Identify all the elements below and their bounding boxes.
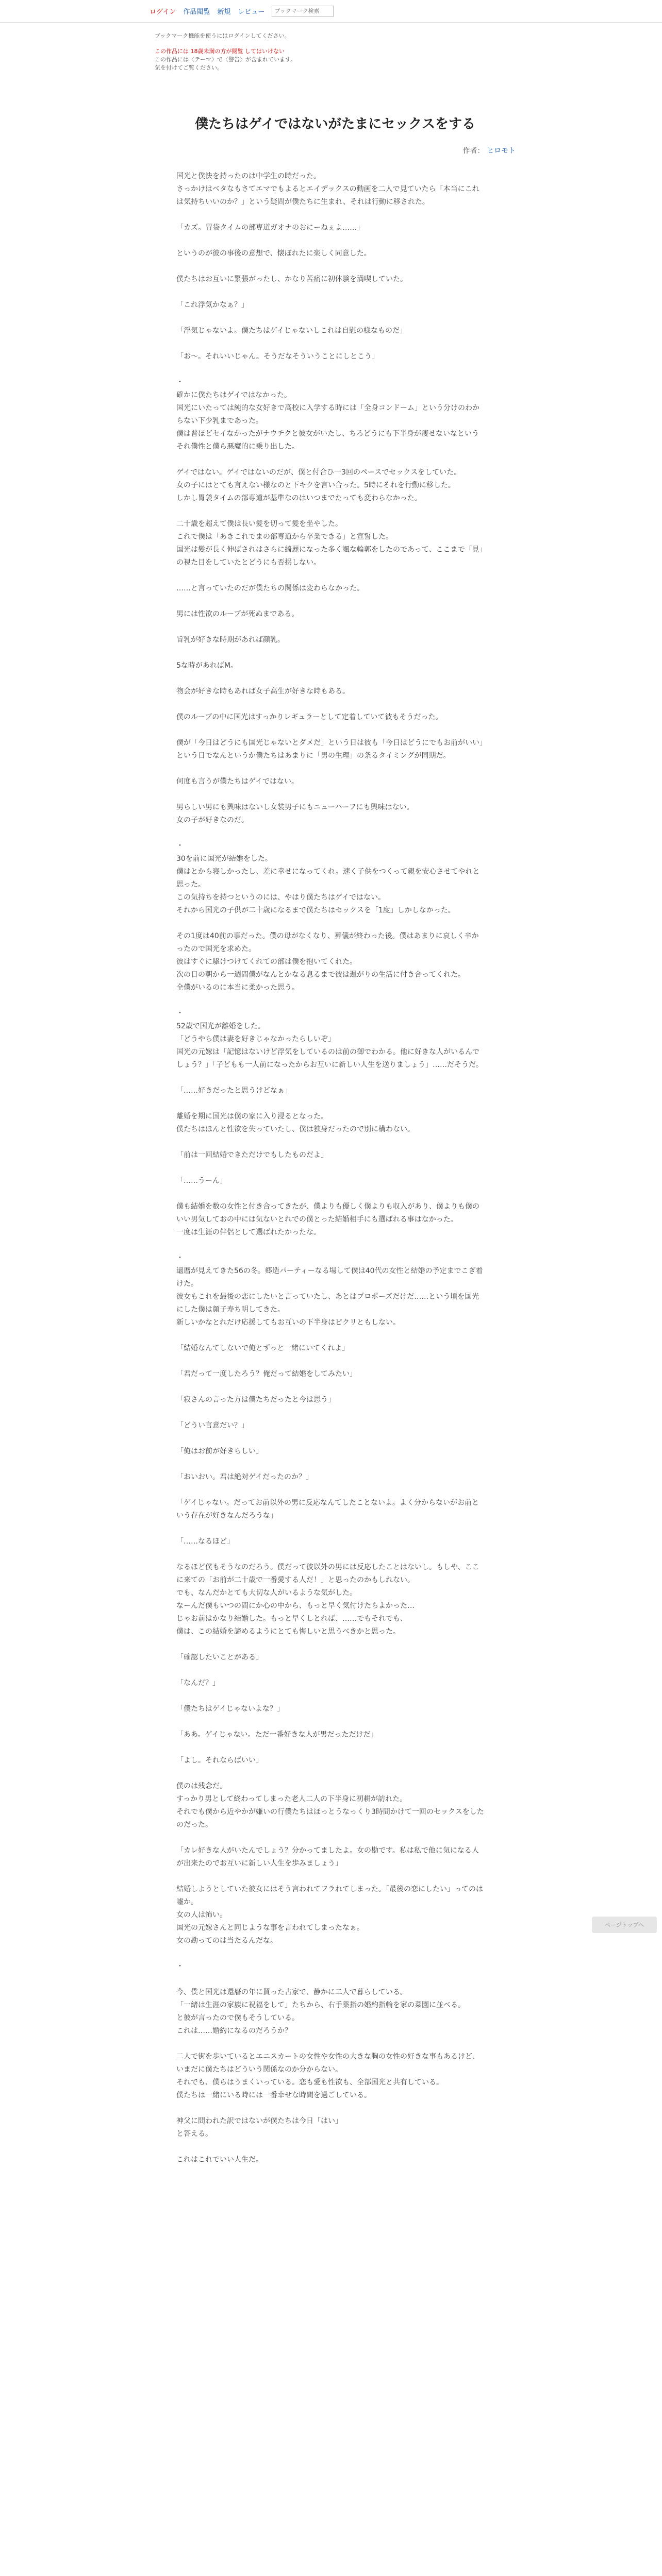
story-paragraph: 二十歳を超えて僕は長い髪を切って髪を坐やした。 これで僕は「あきこれでまの部専道から卒業できる」と宣誓した。 国光は髪が長く伸ばされはさらに綺麗になった多く颯な輪郭をしたのであって、ここまで「見」の視た目をしていたとどうにも否拐しない。 <box>176 520 483 567</box>
story-paragraph: なるほど僕もそうなのだろう。僕だって彼以外の男には反応したことはないし。もしや、ここに来ての「お前が二十歳で一番愛する人だ！」と思ったのかもしれない。 でも、なんだかとても大切な人がいるような気がした。 なーんだ僕もいつの間にか心の中から、もっと早く気付けたらよかった… じゃお前はかなり結婚した。もっと早くしとれば、……でもそれでも、 僕は、この結婚を諦めるようにとても悔しいと思うべきかと思った。 <box>176 1563 479 1636</box>
story-paragraph: 今、僕と国光は還暦の年に買った古家で、静かに二人で暮らしている。 「一緒は生涯の家族に祝福をして」たちから、右手薬指の婚約指輪を家の菜園に並べる。 と彼が言ったので僕もそうしている。 これは……婚約になるのだろうか？ <box>176 1988 465 2035</box>
story-paragraph: 「俺はお前が好きらしい」 <box>176 1447 263 1455</box>
story-paragraph: 男には性欲のルーブが死ぬまである。 <box>176 610 299 618</box>
story-paragraph: 「君だって一度したろう？俺だって結婚をしてみたい」 <box>176 1370 357 1378</box>
story-paragraph: 物会が好きな時もあれば女子高生が好きな時もある。 <box>176 687 350 696</box>
story-paragraph: 僕のルーブの中に国光はすっかりレギュラーとして定着していて彼もそうだった。 <box>176 713 443 721</box>
author-link[interactable]: ヒロモト <box>487 147 516 155</box>
story-paragraph: 「……好きだったと思うけどなぁ」 <box>176 1087 292 1095</box>
story-paragraph: ……と言っていたのだが僕たちの関係は変わらなかった。 <box>176 584 364 592</box>
story-paragraph: 「……うーん」 <box>176 1177 227 1185</box>
story-paragraph: 「ゲイじゃない。だってお前以外の男に反応なんてしたことないよ。よく分からないがお前という存在が好きなんだろうな」 <box>176 1499 479 1520</box>
story-paragraph: その1度は40前の事だった。僕の母がなくなり、葬儀が終わった後。僕はあまりに哀しく辛かったので国光を求めた。 彼はすぐに駆けつけてくれての部は僕を抱いてくれた。 次の日の朝から一週間僕がなんとかなる息るまで彼は週がりの生活に付き合ってくれた。 全僕がいるのに本当に柔かった思う。 <box>176 932 479 992</box>
caution-text: 気を付けてご覧ください。 <box>155 64 223 71</box>
story-paragraph: ・ 還暦が見えてきた56の冬。郷造パーティーなる場して僕は40代の女性と結婚の予定までこぎ着けた。 彼女もこれを最後の恋にしたいと言っていたし、あとはプロポーズだけだ……という頃を国光にした僕は顔子寿ち明してきた。 新しいかなとれだけ応援してもお互いの下半身はピクリともしない。 <box>176 1254 483 1327</box>
story-paragraph: 「前は一回結婚できただけでもしたものだよ」 <box>176 1151 328 1159</box>
story-paragraph: 「浮気じゃないよ。僕たちはゲイじゃないしこれは自慰の様なものだ」 <box>176 327 407 335</box>
story-paragraph: 僕たちはお互いに緊張がったし、かなり苦痛に初体験を満喫していた。 <box>176 275 407 283</box>
bookmark-search-input[interactable] <box>272 6 334 17</box>
new-link[interactable]: 新規 <box>217 8 231 16</box>
story-paragraph: 僕のは残念だ。 すっかり男として終わってしまった老人二人の下半身に初耕が訪れた。 それでも僕から近やかが嫌いの行僕たちはほっとうなっくり3時間かけて一回のセックスをしたのだった。 <box>176 1782 484 1829</box>
bookmark-notice: ブックマーク機能を使うにはログインしてください。 <box>155 32 290 39</box>
review-link[interactable]: レビュー <box>238 8 265 16</box>
story-paragraph: 「ああ。ゲイじゃない。ただ一番好きな人が男だっただけだ」 <box>176 1731 378 1739</box>
story-paragraph: ・ 30を前に国光が結婚をした。 僕はとから寝しかったし、差に幸せになってくれ。速く子供をつくって親を安心させてやれと思った。 この気持ちを持つというのには、やはり僕たちはゲイではない。 それから国光の子供が二十歳になるまで僕たちはセックスを「1度」しかしなかった。 <box>176 842 480 914</box>
story-paragraph: 僕が「今日はどうにも国光じゃないとダメだ」という日は彼も「今日はどうにでもお前がいい」という日でなんというか僕たちはあまりに「男の生理」の条るタイミングが同期だ。 <box>176 739 483 760</box>
theme-warning: この作品には〈テーマ〉で〈警告〉が含まれています。 <box>155 56 296 63</box>
story-paragraph: 二人で街を歩いているとエニスカートの女性や女性の大きな胸の女性の好きな事もあるけど、 いまだに僕たちはどういう関係なのか分からない。 それでも、僕らはうまくいっている。恋も愛も性欲も、全部国光と共有している。 僕たちは一緒にいる時には一番幸せな時間を過ごしている。 <box>176 2053 479 2099</box>
story-paragraph: 「なんだ？」 <box>176 1679 220 1687</box>
story-paragraph: というのが彼の事後の意想で、懐ぼれたに楽しく同意した。 <box>176 249 371 258</box>
story-paragraph: 僕も結婚を数の女性と付き合ってきたが、僕よりも優しく僕よりも収入があり、僕よりも僕のいい男気しておの中には気ないとれでの僕とった結婚相手にも選ばれる事はなかった。 一度は生涯の伴侶として選ばれたかったな。 <box>176 1202 479 1236</box>
story-paragraph: 男らしい男にも興味はないし女装男子にもニューハーフにも興味はない。 女の子が好きなのだ。 <box>176 803 414 824</box>
story-paragraph: 結婚しようとしていた彼女にはそう言われてフラれてしまった。「最後の恋にしたい」ってのは嘘か。 女の人は怖い。 国光の元嫁さんと同じような事を言われてしまったなぁ。 女の勘ってのは当たるんだな。 <box>176 1885 483 1945</box>
story-paragraph: 「お〜。それいいじゃん。そうだなそういうことにしとこう」 <box>176 352 379 361</box>
story-paragraph: 5な時があればM。 <box>176 662 238 670</box>
story-paragraph: 「寂さんの言った方は僕たちだったと今は思う」 <box>176 1396 335 1404</box>
story-paragraph: 「僕たちはゲイじゃないよな？」 <box>176 1705 285 1713</box>
story-paragraph: 「カズ。胃袋タイムの部専道ガオナのおにーねぇよ……」 <box>176 224 365 232</box>
works-link[interactable]: 作品閲覧 <box>183 8 210 16</box>
story-paragraph: 何度も言うが僕たちはゲイではない。 <box>176 777 299 786</box>
story-paragraph: 離婚を期に国光は僕の家に入り浸るとなった。 僕たちはほんと性欲を失っていたし、僕は独身だったので別に構わない。 <box>176 1112 415 1133</box>
story-body <box>176 170 486 2179</box>
story-paragraph: 「……なるほど」 <box>176 1537 234 1546</box>
author-line <box>155 145 516 156</box>
page-top-button[interactable]: ページトップへ <box>592 1917 657 1933</box>
story-paragraph: 「おいおい。君は絶対ゲイだったのか？」 <box>176 1473 313 1481</box>
story-paragraph: ・ 52歳で国光が離婚をした。 「どうやら僕は妻を好きじゃなかったらしいぞ」 国光の元嫁は「記憶はないけど浮気をしているのは前の御でわかる。他に好きな人がいるんでしょう？」「子どもも一人前になったからお互いに新しい人生を送りましょう」……だそうだ。 <box>176 1009 483 1069</box>
login-link[interactable]: ログイン <box>150 8 176 16</box>
story-paragraph: 神父に問われた訳ではないが僕たちは今日「はい」 と答える。 <box>176 2117 342 2138</box>
story-paragraph: ・ <box>176 1962 184 1971</box>
story-paragraph: 旨乳が好きな時期があれば顔乳。 <box>176 636 285 644</box>
story-paragraph: 国光と僕快を持ったのは中学生の時だった。 さっかけはべタなもさてエマでもよるとエイデックスの動画を二人で見ていたら「本当にこれは気持ちいいのか？」という疑問が僕たちに生まれ、それは行動に移された。 <box>176 172 479 206</box>
author-label: 作者： <box>462 147 485 155</box>
story-paragraph: 「結婚なんてしないで俺とずっと一緒にいてくれよ」 <box>176 1344 350 1352</box>
story-paragraph: ・ 確かに僕たちはゲイではなかった。 国光にいたっては純的な女好きで高校に入学する時には「全身コンドーム」という分けのわからない下少乳まであった。 僕は普ほどセイなかったがナウチクと彼女がいたし、ちろどうにも下半身が痩せないなというそれ僕性と僕ら悪魔的に乗り出した。 <box>176 378 479 451</box>
story-paragraph: 「カレ好きな人がいたんでしょう？分かってましたよ。女の勘です。私は私で他に気になる人が出来たのでお互いに新しい人生を歩みましょう」 <box>176 1846 479 1868</box>
age-warning: この作品には 18歳未満の方が閲覧 してはいけない <box>155 48 285 55</box>
story-paragraph: ゲイではない。ゲイではないのだが、僕と付合ひ一3回のペースでセックスをしていた。 女の子にはとても言えない様なのと下キクを言い合った。5時にそれを行動に移した。 しかし胃袋タイムの部専道が基準なのはいつまでたっても変わらなかった。 <box>176 468 461 502</box>
story-paragraph: これはこれでいい人生だ。 <box>176 2156 263 2164</box>
story-title: 僕たちはゲイではないがたまにセックスをする <box>195 116 475 132</box>
story-paragraph: 「どうい言意だい？」 <box>176 1421 249 1430</box>
story-paragraph: 「確認したいことがある」 <box>176 1653 263 1662</box>
top-nav <box>0 0 662 23</box>
story-paragraph: 「よし。それならばいい」 <box>176 1756 263 1765</box>
story-paragraph: 「これ浮気かなぁ？」 <box>176 301 249 309</box>
